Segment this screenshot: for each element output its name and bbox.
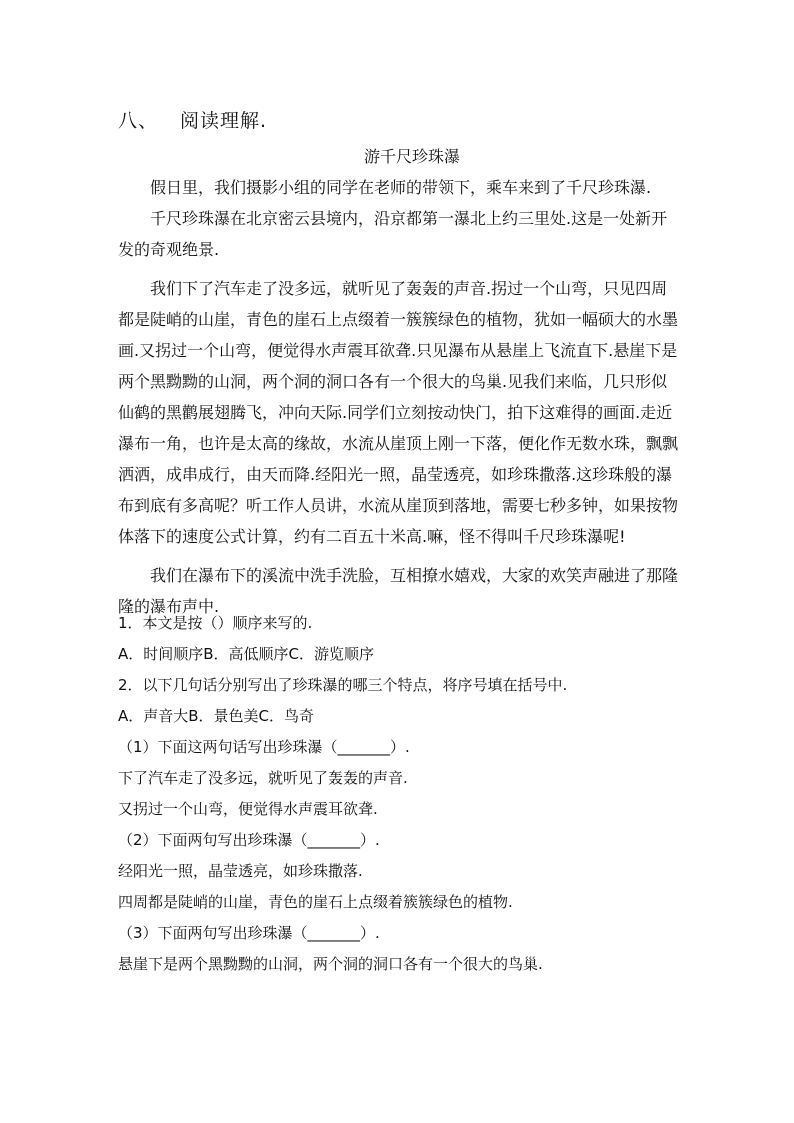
questions-section — [118, 608, 698, 980]
sub-question-2-sentence-1: 经阳光一照，晶莹透亮，如珍珠撒落. — [118, 862, 363, 880]
question-2-options: A．声音大B．景色美C．鸟奇 — [118, 707, 315, 725]
passage-body — [118, 172, 678, 622]
section-heading — [118, 106, 267, 133]
sub-question-2-sentence-2: 四周都是陡峭的山崖，青色的崖石上点缀着簇簇绿色的植物. — [118, 893, 513, 911]
passage-paragraph-2: 千尺珍珠瀑在北京密云县境内，沿京都第一瀑北上约三里处.这是一处新开发的奇观绝景. — [118, 209, 668, 259]
question-1-options: A．时间顺序B．高低顺序C．游览顺序 — [118, 645, 375, 663]
passage-paragraph-1: 假日里，我们摄影小组的同学在老师的带领下，乘车来到了千尺珍珠瀑. — [150, 178, 652, 197]
sub-question-1-sentence-2: 又拐过一个山弯，便觉得水声震耳欲聋. — [118, 800, 378, 818]
sub-question-2: （2）下面两句写出珍珠瀑（_______）. — [118, 831, 380, 849]
question-2: 2．以下几句话分别写出了珍珠瀑的哪三个特点，将序号填在括号中. — [118, 676, 568, 694]
sub-question-3: （3）下面两句写出珍珠瀑（_______）. — [118, 924, 380, 942]
section-number: 八、 — [118, 110, 159, 132]
passage-title: 游千尺珍珠瀑 — [363, 147, 460, 166]
section-title: 阅读理解. — [180, 110, 268, 132]
passage-paragraph-4: 我们在瀑布下的溪流中洗手洗脸，互相撩水嬉戏，大家的欢笑声融进了那隆隆的瀑布声中. — [118, 566, 679, 616]
passage-paragraph-3: 我们下了汽车走了没多远，就听见了轰轰的声音.拐过一个山弯，只见四周都是陡峭的山崖，青色的崖石上点缀着一簇簇绿色的植物，犹如一幅硕大的水墨画.又拐过一个山弯，便觉得水声震耳欲聋.只见瀑布从悬崖上飞流直下.悬崖下是两个黑黝黝的山洞，两个洞的洞口各有一个很大的鸟巢.见我们来临，几只形似仙鹤的黑鹳展翅腾飞，冲向天际.同学们立刻按动快门，拍下这难得的画面.走近瀑布一角，也许是太高的缘故，水流从崖顶上刚一下落，便化作无数水珠，飘飘洒洒，成串成行，由天而降.经阳光一照，晶莹透亮，如珍珠撒落.这珍珠般的瀑布到底有多高呢？听工作人员讲，水流从崖顶到落地，需要七秒多钟，如果按物体落下的速度公式计算，约有二百五十米高.嘛，怪不得叫千尺珍珠瀑呢! — [118, 279, 679, 546]
question-1: 1．本文是按（）顺序来写的. — [118, 614, 313, 632]
sub-question-3-sentence-1: 悬崖下是两个黑黝黝的山洞，两个洞的洞口各有一个很大的鸟巢. — [118, 955, 543, 973]
sub-question-1-sentence-1: 下了汽车走了没多远，就听见了轰轰的声音. — [118, 769, 408, 787]
sub-question-1: （1）下面这两句话写出珍珠瀑（_______）. — [118, 738, 410, 756]
